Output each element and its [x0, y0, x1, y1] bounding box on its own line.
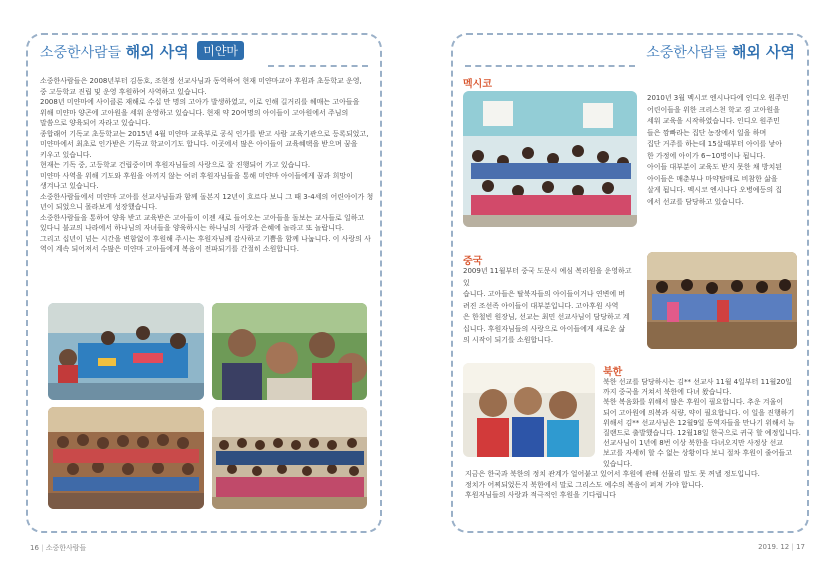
body-text-line: 생겨나고 있습니다.: [40, 182, 99, 190]
body-text-line: 미얀마에서 최초로 인가받은 기독교 학교이기도 합니다. 이곳에서 많은 아이들이 교육혜택을 받으며 꿈을: [40, 140, 358, 148]
body-text-line: 2010년 3월 멕시코 엔시나다에 인디오 원주민: [647, 94, 789, 102]
body-text-line: 정치가 어찌되었든지 북한에서 말로 그리스도 예수의 복음이 퍼져 가야 합니다.: [465, 480, 704, 489]
right-page: [451, 33, 809, 533]
body-text-line: 의 시작이 되기를 소원합니다.: [463, 336, 554, 344]
body-text-line: 은 한철빈 원장님, 선교는 최민 선교사님이 담당하고 계: [463, 313, 630, 321]
body-text-line: 북한 복음화를 위해서 많은 후원이 필요합니다. 추운 겨울이: [603, 398, 784, 407]
body-text-line: 있습니다.: [603, 459, 633, 468]
body-text-line: 소중한사람들은 2008년부터 김동호, 조현정 선교사님과 동역하여 현재 미얀마교아 후원과 초등학교 운영,: [40, 77, 362, 85]
body-text-line: 년이 되었으니 몰라보게 성장했습니다.: [40, 203, 158, 211]
body-text-line: 후원자님들의 사랑과 적극적인 후원을 기다립니다: [465, 491, 616, 499]
mexico-body-text: [647, 93, 797, 208]
photo-group-standing: [212, 407, 367, 509]
body-text-line: 까지 중국을 거쳐서 북한에 다녀 왔습니다.: [603, 388, 732, 397]
right-page-header: [646, 41, 795, 62]
body-text-line: 들은 깜빠라는 집단 농장에서 일을 하며: [647, 128, 767, 137]
header-org-name: 소중한사람들: [646, 45, 728, 61]
body-text-line: 역이 계속 되어져서 수많은 미얀마 고아들에게 복음이 전파되기를 간절히 소원합니다.: [40, 245, 299, 253]
body-text-line: 현재는 기독 중, 고등학교 건립중이며 후원자님들의 사랑으로 잘 진행되어 가고 있습니다.: [40, 161, 311, 169]
photo-large-group-seated: [48, 407, 204, 509]
section-title-north-korea: 북한: [603, 367, 623, 378]
body-text-line: 중 고등학교 진립 및 운영 후원하여 사역하고 있습니다.: [40, 87, 207, 96]
left-page: [26, 33, 382, 533]
body-text-line: 아이들은 매춘부나 마약탐매로 비참한 삶을: [647, 174, 778, 183]
left-page-number: 16: [30, 544, 39, 552]
section-title-china: 중국: [463, 256, 483, 267]
country-tag-myanmar: 미얀마: [197, 41, 244, 60]
right-footer-date: 2019. 12: [758, 543, 790, 551]
body-text-line: 그리고 십년이 넘는 시간을 변함없이 후원해 주시는 후원자님께 감사하고 기쁨을 함께 나눕니다. 이 사랑의 사: [40, 234, 371, 243]
photo-children-eating: [48, 303, 204, 400]
body-text-line: 질랜드로 출발했습니다. 12월18일 한국으로 귀국 할 예정입니다.: [603, 429, 801, 438]
body-text-line: 십니다. 후원자님들의 사랑으로 아이들에게 새로운 삶: [463, 324, 626, 333]
photo-mexico-classroom: [463, 91, 637, 227]
body-text-line: 보고를 자세히 할 수 없는 상황이다 보니 절차 후원이 줄어들고: [603, 449, 793, 458]
header-divider: [465, 65, 635, 67]
body-text-line: 키우고 있습니다.: [40, 150, 92, 159]
china-body-text: [463, 266, 638, 347]
body-text-line: 있다니 불교의 나라에서 하나님의 자녀들을 양육하시는 하나님의 사랑과 은혜에 놀라고 또 놀랍니다.: [40, 224, 344, 232]
body-text-line: 선교사님이 1년에 8번 이상 북한을 다녀오지만 사정상 선교: [603, 439, 784, 448]
body-text-line: 말씀으로 양육되어 자라고 있습니다.: [40, 119, 151, 127]
right-page-number: 17: [796, 543, 805, 551]
body-text-line: 어린이들을 위한 크리스천 학교 겸 고아원을: [647, 105, 780, 114]
body-text-line: 에서 선교를 담당하고 있습니다.: [647, 197, 744, 206]
body-text-line: 2008년 미얀마에 사이클론 재해로 수십 만 명의 고아가 발생하였고, 이로 인해 길거리를 헤매는 고아들을: [40, 98, 360, 106]
photo-north-korea-children: [463, 363, 595, 457]
body-text-line: 한 가정에 아이가 6~10명이나 됩니다.: [647, 151, 766, 160]
body-text-line: 지금은 한국과 북한의 정치 관계가 얼어붙고 있어서 후원에 관해 선물리 말도 못 꺼낼 정도입니다.: [465, 470, 760, 478]
body-text-line: 미얀마 사역을 위해 기도와 후원을 아끼지 않는 여러 후원자님들을 통해 미얀마 아이들에게 꿈과 희망이: [40, 171, 353, 180]
header-divider: [268, 65, 368, 67]
body-text-line: 려진 조선족 아이들이 대부분입니다. 고아후원 사역: [463, 301, 619, 310]
section-title-mexico: 멕시코: [463, 79, 492, 90]
north-korea-closing-text: [465, 469, 801, 501]
body-text-line: 종합래어 기독교 초등학교는 2015년 4월 미얀마 교육부로 공식 인가를 받고 사람 교육기관으로 등록되었고,: [40, 129, 369, 138]
body-text-line: 되어 고아원에 의복과 식량, 약이 필요합니다. 이 일을 진행하기: [603, 408, 795, 417]
body-text-line: 위해서 김** 선교사님은 12월9일 동역자들을 만나기 위해서 뉴: [603, 418, 795, 427]
left-page-header: [40, 41, 244, 62]
body-text-line: 북한 선교를 담당하시는 김** 선교사 11월 4일부터 11월20일: [603, 378, 792, 386]
body-text-line: 위해 미얀마 양곤에 고아원을 세워 운영하고 있습니다. 현재 약 20여명의 아이들이 고아원에서 주님의: [40, 108, 349, 117]
header-section-title: 해외 사역: [125, 43, 189, 61]
body-text-line: 소중한사람들을 통하여 양육 받고 교육받은 고아들이 이젠 새로 들어오는 고아들을 돌보는 교사들로 일하고: [40, 213, 365, 222]
header-section-title: 해외 사역: [731, 43, 795, 61]
header-org-name: 소중한사람들: [40, 45, 122, 61]
body-text-line: 습니다. 고아들은 탈북자들의 아이들이거나 연변에 버: [463, 290, 626, 298]
north-korea-body-text: [603, 377, 803, 469]
right-page-footer: 2019. 12 | 17: [758, 543, 805, 551]
body-text-line: 2009년 11월부터 중국 도문시 예심 복리원을 운영하고 있: [463, 267, 632, 287]
left-footer-label: 소중한사람들: [45, 544, 87, 552]
photo-group-selfie: [212, 303, 367, 400]
body-text-line: 세워 교육을 시작하였습니다. 인디오 원주민: [647, 117, 780, 125]
body-text-line: 아이들 대부분이 교육도 받지 못한 채 방치된: [647, 163, 783, 171]
photo-china-children: [647, 252, 797, 349]
body-text-line: 살게 됩니다. 멕시코 엔시나다 오병예등의 집: [647, 186, 783, 194]
left-page-footer: 16 | 소중한사람들: [30, 544, 87, 552]
body-text-line: 소중한사람들에서 미얀마 고아를 선교사님들과 함께 돌본지 12년이 흐르다 보니 그 때 3-4세의 어린아이가 청: [40, 192, 374, 201]
body-text-line: 집단 거주를 하는데 15살때부터 아이를 낳아: [647, 140, 782, 148]
myanmar-body-text: [40, 76, 376, 255]
